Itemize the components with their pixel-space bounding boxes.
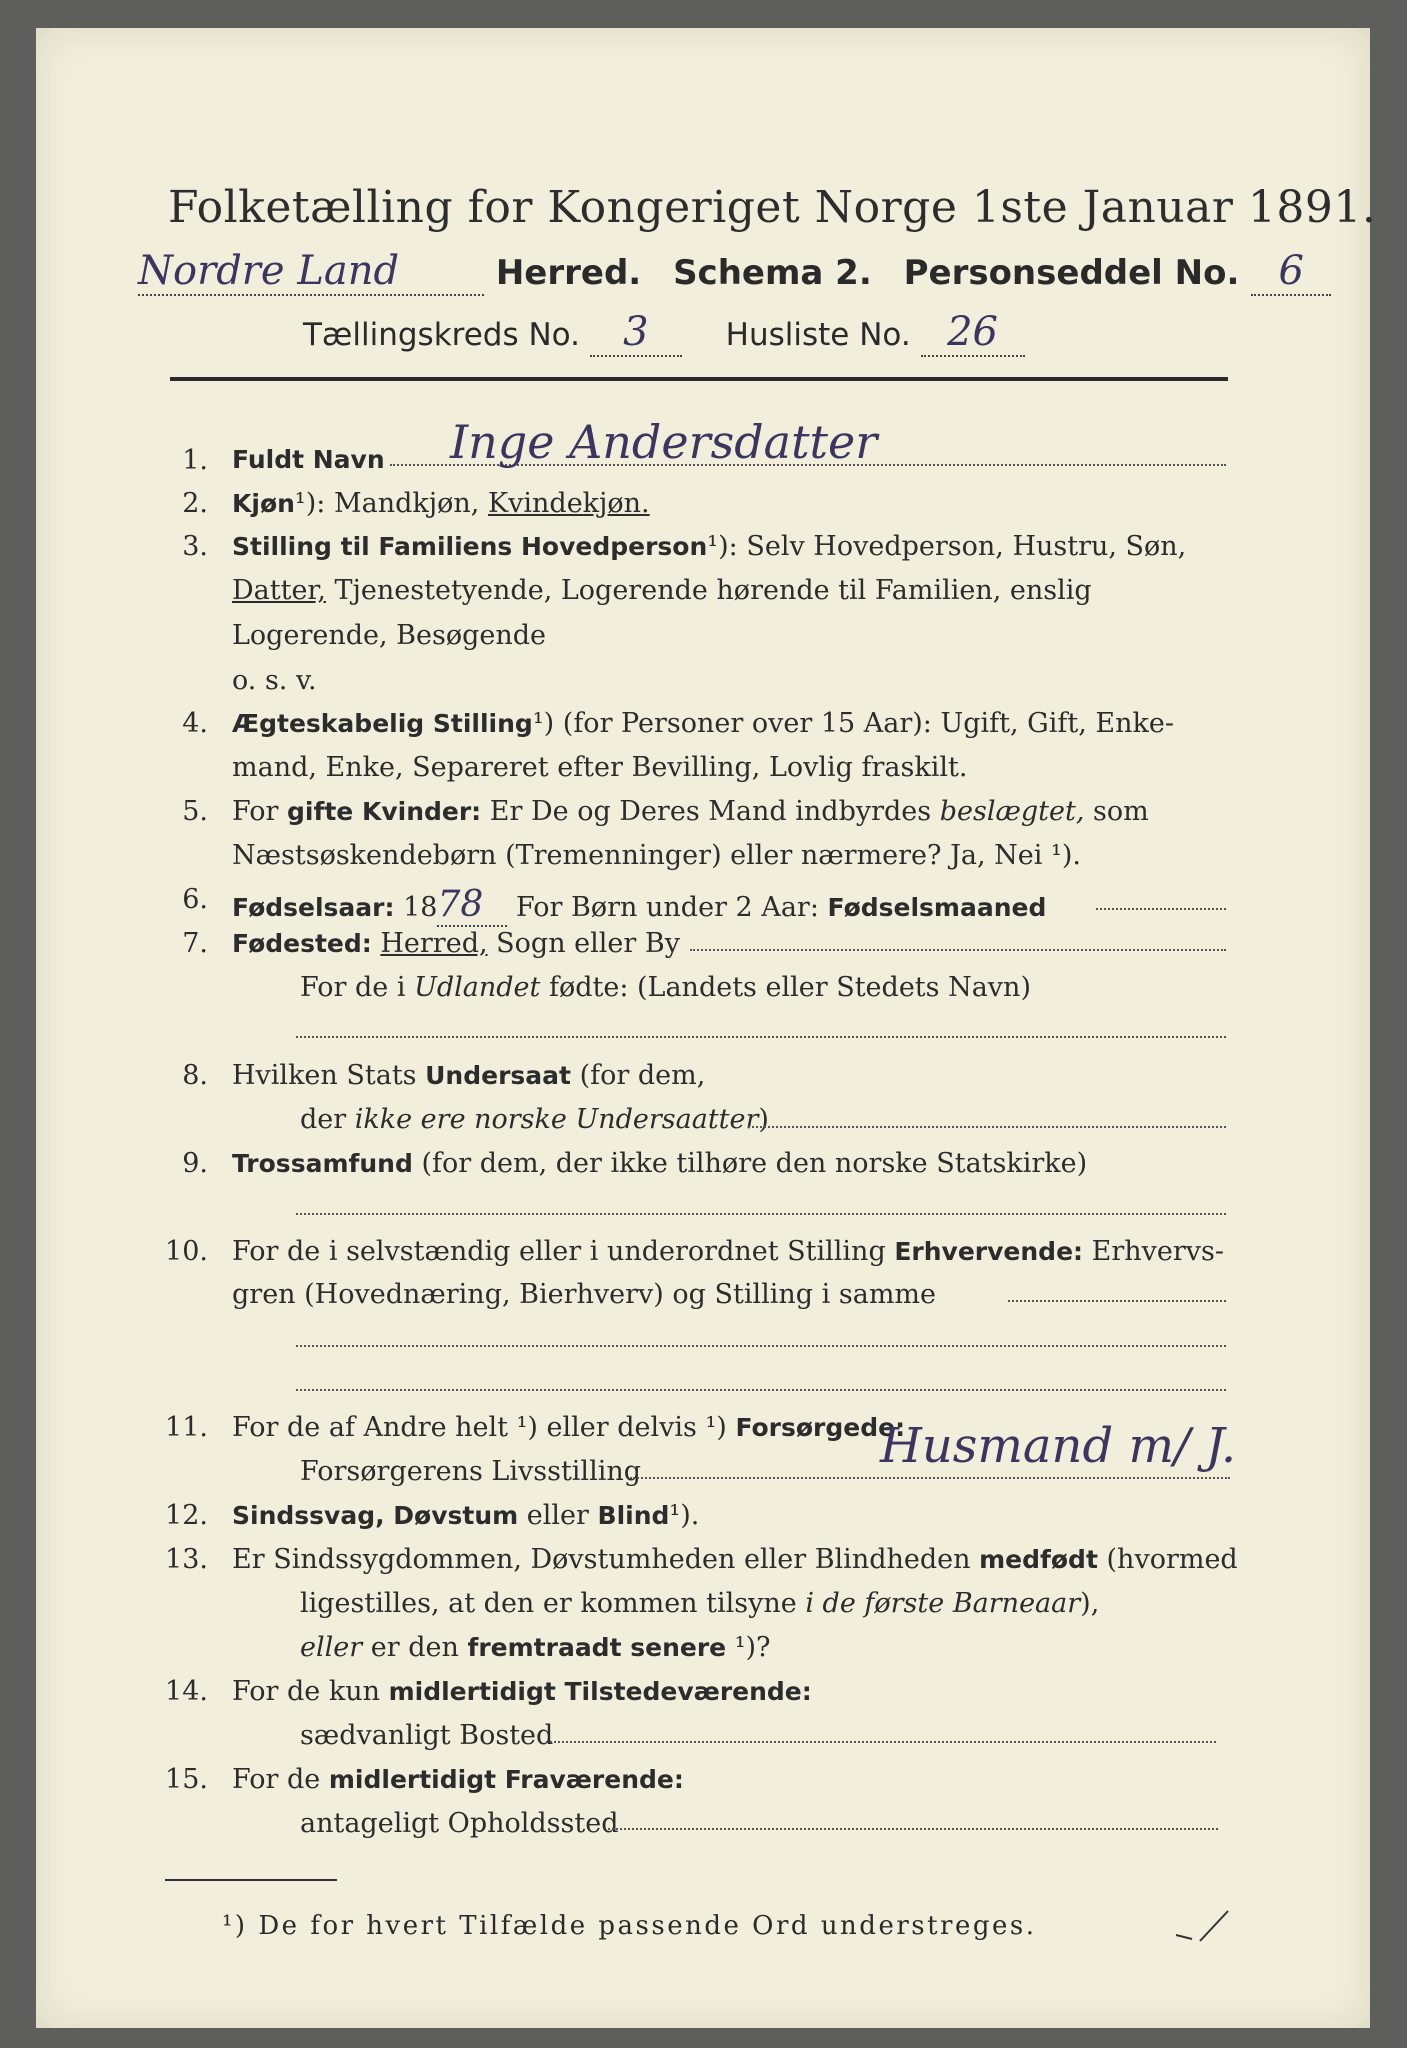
question-label: Fødselsaar: xyxy=(232,893,395,922)
question-label: Blind xyxy=(597,1501,670,1530)
question-text-italic: i de første Barneaar xyxy=(805,1588,1081,1619)
question-text: er den xyxy=(370,1632,459,1663)
question-text: Logerende, Besøgende xyxy=(232,620,546,651)
question-number: 10. xyxy=(165,1236,208,1267)
question-number: 2. xyxy=(182,488,208,519)
census-form: Folketælling for Kongeriget Norge 1ste Januar 1891. Nordre Land Herred. Schema 2. Personseddel No. 6 Tællingskreds No. 3 Husliste No. 26 1. Fuldt Navn Inge Andersdatter 2. Kjøn¹): Mandkjøn, Kvindekjøn. 3. Stilling til Familiens Hovedperson¹): Selv Hovedperson, Hustru, Søn, Datter, Tjenestetyende, Logerende hørende til Familien, enslig Logerende, Besøgende o. s. v. 4. Ægteskabelig Stilling¹) (for Personer over 15 Aar): Ugift, Gift, Enke- mand, Enke, Separeret efter Bevilling, Lovlig fraskilt. 5. For gifte Kvinder: Er De og Deres Mand indbyrdes beslægtet, som Næstsøskendebørn (Tremenninger) eller nærmere? Ja, Nei ¹). 6. Fødselsaar: 1878 For Børn under 2 Aar: Fødselsmaaned 7. Fødested: Herred, Sogn eller By For de i Udlandet fødte: (Landets eller Stedets Navn) 8. Hvilken Stats Undersaat (for dem, der ikke ere norske Undersaatter) 9. Trossamfund (for dem, der ikke tilhøre den norske Statskirke) 10. For de i selvstændig eller i underordnet Stilling Erhvervende: Erhvervs- gren (Hovednæring, Bierhverv) og Stilling i samme 11. For de af Andre helt ¹) eller delvis ¹) Forsørgede: Forsørgerens Livsstilling Husmand m/ J. 12. Sindssvag, Døvstum eller Blind¹). 13. Er Sindssygdommen, Døvstumheden eller Blindheden medfødt (hvormed ligestilles, at den er kommen tilsyne i de første Barneaar), eller er den fremtraadt senere ¹)? 14. For de kun midlertidigt Tilstedeværende: sædvanligt Bosted 15. For de midlertidigt Fraværende: antageligt Opholdssted ¹) De for hvert Tilfælde passende Ord understreges. xyxy=(0,0,1407,2048)
question-label: fremtraadt senere xyxy=(467,1633,727,1662)
question-text: gren (Hovednæring, Bierhverv) og Stilling i samme xyxy=(232,1279,937,1310)
question-label: Undersaat xyxy=(425,1061,571,1090)
question-label: Forsørgede: xyxy=(735,1413,906,1442)
occupation-line-2 xyxy=(296,1343,1226,1347)
question-number: 7. xyxy=(182,928,208,959)
question-number: 13. xyxy=(165,1544,208,1575)
question-text-italic: ikke ere norske Undersaatter xyxy=(354,1104,759,1135)
birthplace-line xyxy=(690,947,1226,951)
question-text: For de af Andre helt ¹) eller delvis ¹) xyxy=(232,1412,727,1443)
question-text: fødte: (Landets eller Stedets Navn) xyxy=(548,972,1031,1003)
question-text-italic: eller xyxy=(300,1632,363,1663)
husliste-number: 26 xyxy=(921,309,1025,357)
question-text: o. s. v. xyxy=(232,665,317,696)
option-mandkjon: Mandkjøn, xyxy=(333,488,480,519)
question-number: 5. xyxy=(182,796,208,827)
question-text: mand, Enke, Separeret efter Bevilling, Lovlig fraskilt. xyxy=(232,752,968,783)
question-label: Kjøn xyxy=(232,489,295,518)
question-label: midlertidigt Tilstedeværende: xyxy=(388,1677,812,1706)
header-divider xyxy=(170,377,1228,381)
question-number: 11. xyxy=(165,1412,208,1443)
question-text: For de xyxy=(232,1764,321,1795)
question-text: For de i selvstændig eller i underordnet Stilling xyxy=(232,1236,886,1267)
footnote: ¹) De for hvert Tilfælde passende Ord understreges. xyxy=(222,1911,1037,1941)
kreds-line xyxy=(303,309,1025,357)
question-label: Fuldt Navn xyxy=(232,445,385,474)
question-label: Erhvervende: xyxy=(894,1237,1084,1266)
question-text: Erhvervs- xyxy=(1091,1236,1225,1267)
provider-line xyxy=(630,1475,1230,1479)
question-text: Forsørgerens Livsstilling xyxy=(300,1456,642,1487)
question-text: Hvilken Stats xyxy=(232,1060,417,1091)
option-herred-selected: Herred, xyxy=(380,928,488,959)
question-number: 14. xyxy=(165,1676,208,1707)
footnote-ref: ¹)? xyxy=(734,1632,771,1663)
footnote-ref: ¹). xyxy=(669,1500,700,1531)
question-number: 12. xyxy=(165,1500,208,1531)
occupation-line-3 xyxy=(296,1387,1226,1391)
question-text: For de i xyxy=(300,972,406,1003)
question-label: midlertidigt Fraværende: xyxy=(328,1765,684,1794)
question-text: antageligt Opholdssted xyxy=(300,1808,619,1839)
question-number: 3. xyxy=(182,531,208,562)
question-text: ligestilles, at den er kommen tilsyne xyxy=(300,1588,797,1619)
herred-name: Nordre Land xyxy=(138,248,484,296)
kreds-label: Tællingskreds No. xyxy=(303,317,580,353)
question-text: (for Personer over 15 Aar): Ugift, Gift, Enke- xyxy=(562,708,1174,739)
footnote-ref: ¹): xyxy=(707,531,738,562)
question-number: 15. xyxy=(165,1764,208,1795)
question-text: eller xyxy=(526,1500,589,1531)
birth-year-answer: 78 xyxy=(437,884,507,927)
question-text-italic: beslægtet, xyxy=(939,796,1085,827)
check-mark-icon xyxy=(1170,1905,1240,1945)
question-number: 1. xyxy=(182,445,208,476)
question-label: Fødested: xyxy=(232,929,372,958)
question-label: Ægteskabelig Stilling xyxy=(232,709,533,738)
form-title: Folketælling for Kongeriget Norge 1ste Januar 1891. xyxy=(168,182,1377,233)
question-label: medfødt xyxy=(979,1545,1098,1574)
question-text: der xyxy=(300,1104,347,1135)
kreds-number: 3 xyxy=(590,309,682,357)
herred-line xyxy=(138,248,1331,296)
religion-line xyxy=(296,1211,1226,1215)
question-label: Trossamfund xyxy=(232,1149,413,1178)
question-text-italic: Udlandet xyxy=(414,972,541,1003)
question-text: (for dem, der ikke tilhøre den norske Statskirke) xyxy=(421,1148,1088,1179)
footnote-ref: ¹): xyxy=(294,488,326,519)
name-answer: Inge Andersdatter xyxy=(450,415,878,469)
question-text: For de kun xyxy=(232,1676,380,1707)
question-text: (for dem, xyxy=(579,1060,706,1091)
usual-residence-line xyxy=(546,1739,1216,1743)
question-text: Er Sindssygdommen, Døvstumheden eller Blindheden xyxy=(232,1544,971,1575)
schema-label: Schema 2. xyxy=(673,253,872,293)
question-label: gifte Kvinder: xyxy=(287,797,482,826)
question-text: Sogn eller By xyxy=(496,928,680,959)
question-text: som xyxy=(1093,796,1149,827)
herred-label: Herred. xyxy=(495,253,642,293)
option-kvindekjon-selected: Kvindekjøn. xyxy=(487,488,650,519)
whereabouts-line xyxy=(608,1826,1218,1830)
foreign-birthplace-line xyxy=(296,1034,1226,1038)
personseddel-label: Personseddel No. xyxy=(903,253,1240,293)
birth-month-line xyxy=(1096,906,1226,910)
question-text: Næstsøskendebørn (Tremenninger) eller nærmere? Ja, Nei ¹). xyxy=(232,840,1081,871)
footnote-divider xyxy=(165,1879,337,1881)
occupation-line-1 xyxy=(1008,1298,1226,1302)
question-text: Er De og Deres Mand indbyrdes xyxy=(489,796,932,827)
question-label: Fødselsmaaned xyxy=(827,893,1047,922)
question-text: Tjenestetyende, Logerende hørende til Familien, enslig xyxy=(334,575,1092,606)
footnote-ref: ¹) xyxy=(532,708,555,739)
husliste-label: Husliste No. xyxy=(725,317,911,353)
provider-answer: Husmand m/ J. xyxy=(880,1418,1237,1474)
question-text: For xyxy=(232,796,279,827)
citizenship-line xyxy=(748,1124,1226,1128)
personseddel-number: 6 xyxy=(1251,248,1331,296)
question-label: Stilling til Familiens Hovedperson xyxy=(232,532,708,561)
question-number: 9. xyxy=(182,1148,208,1179)
question-text: (hvormed xyxy=(1106,1544,1238,1575)
question-label: Sindssvag, Døvstum xyxy=(232,1501,519,1530)
question-text: Selv Hovedperson, Hustru, Søn, xyxy=(746,531,1187,562)
question-number: 4. xyxy=(182,708,208,739)
question-number: 8. xyxy=(182,1060,208,1091)
question-text: ), xyxy=(1080,1588,1100,1619)
option-datter-selected: Datter, xyxy=(232,575,326,606)
question-number: 6. xyxy=(182,884,208,915)
year-prefix: 18 xyxy=(403,892,438,923)
question-text: For Børn under 2 Aar: xyxy=(516,892,819,923)
question-text: sædvanligt Bosted xyxy=(300,1720,554,1751)
